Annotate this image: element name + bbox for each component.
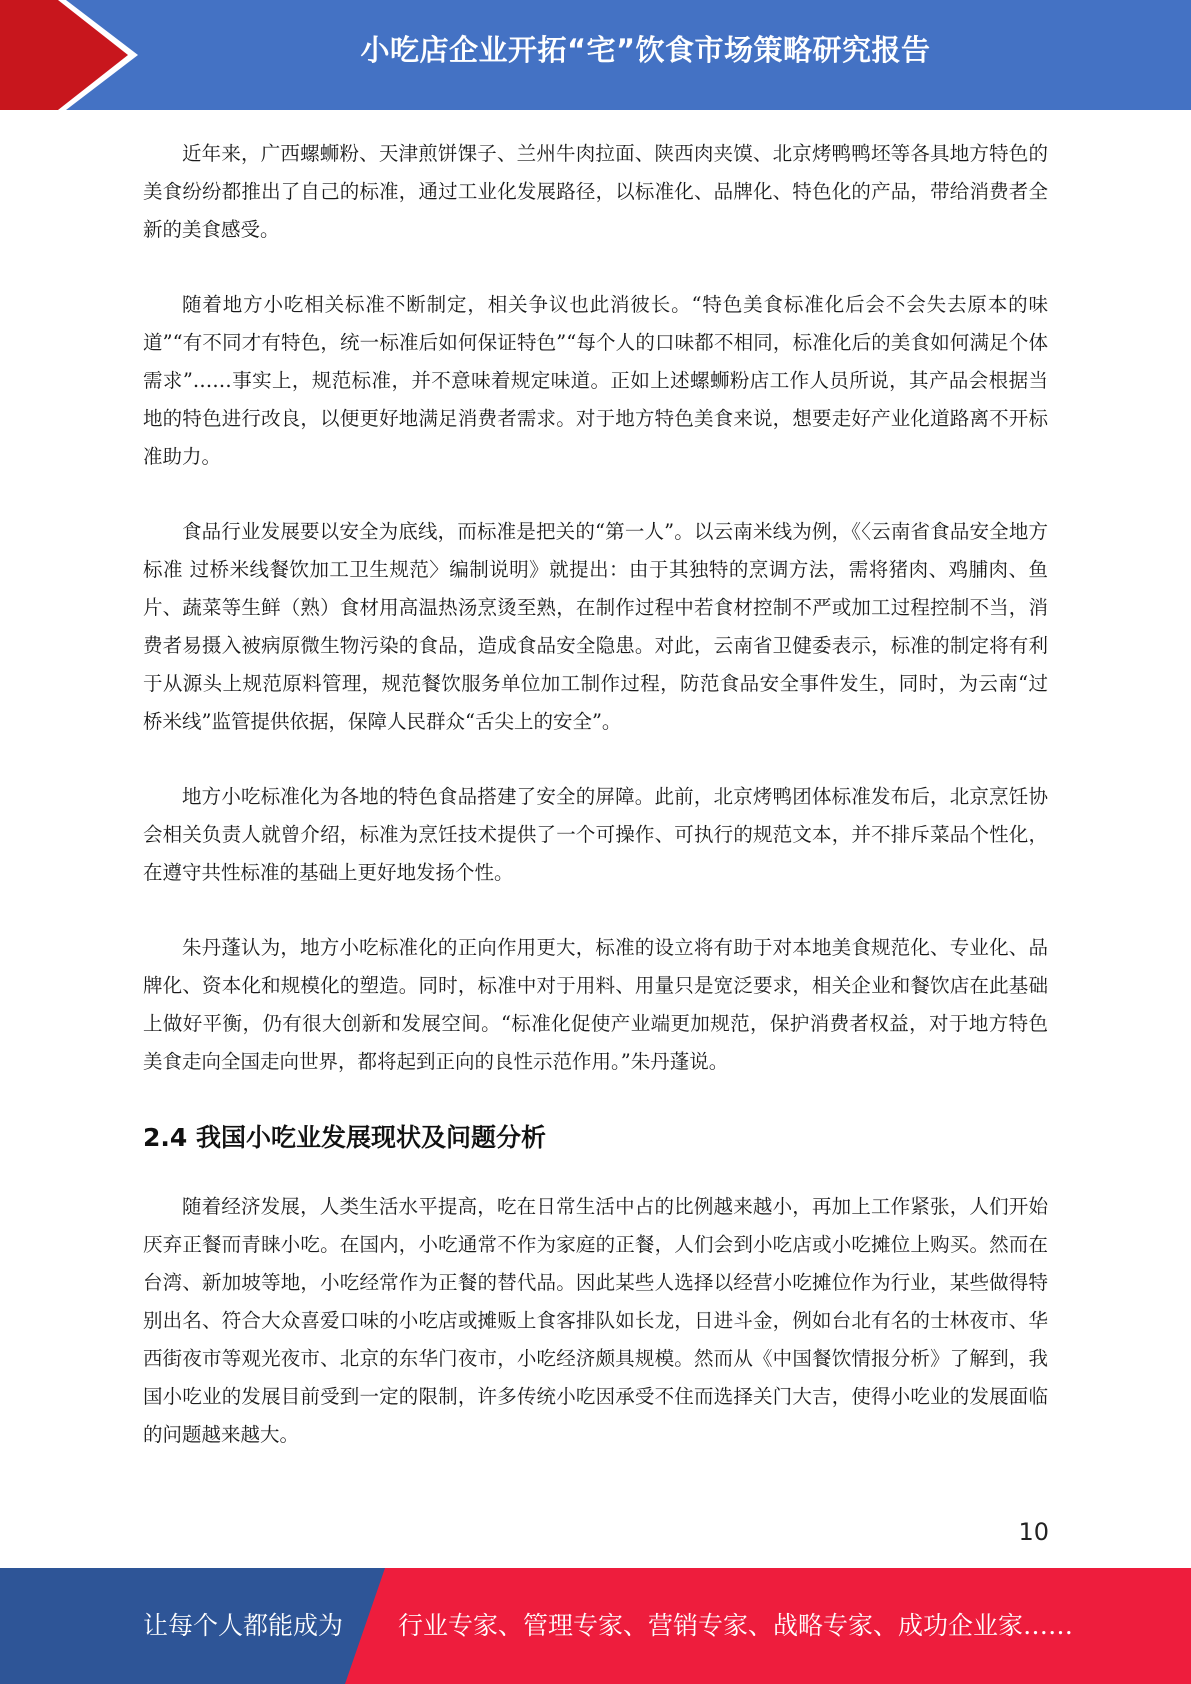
document-body — [143, 135, 1048, 1491]
body-paragraph: 近年来，广西螺蛳粉、天津煎饼馃子、兰州牛肉拉面、陕西肉夹馍、北京烤鸭鸭坯等各具地方特色的美食纷纷都推出了自己的标准，通过工业化发展路径，以标准化、品牌化、特色化的产品，带给消费者全新的美食感受。 — [143, 142, 1048, 241]
header-title: 小吃店企业开拓“宅”饮食市场策略研究报告 — [360, 33, 931, 67]
footer-slogan-left: 让每个人都能成为 — [143, 1611, 344, 1640]
page-number: 10 — [1018, 1518, 1049, 1546]
body-paragraph: 随着地方小吃相关标准不断制定，相关争议也此消彼长。“特色美食标准化后会不会失去原本的味道”“有不同才有特色，统一标准后如何保证特色”“每个人的口味都不相同，标准化后的美食如何满足个体需求”……事实上，规范标准，并不意味着规定味道。正如上述螺蛳粉店工作人员所说，其产品会根据当地的特色进行改良，以便更好地满足消费者需求。对于地方特色美食来说，想要走好产业化道路离不开标准助力。 — [143, 293, 1048, 468]
header-chevron-decoration — [0, 0, 160, 110]
footer-slogan-right: 行业专家、管理专家、营销专家、战略专家、成功企业家…… — [398, 1611, 1074, 1640]
body-paragraph: 食品行业发展要以安全为底线，而标准是把关的“第一人”。以云南米线为例，《〈云南省食品安全地方标准 过桥米线餐饮加工卫生规范〉编制说明》就提出：由于其独特的烹调方法，需将猪肉、鸡脯肉、鱼片、蔬菜等生鲜（熟）食材用高温热汤烹烫至熟，在制作过程中若食材控制不严或加工过程控制不当，消费者易摄入被病原微生物污染的食品，造成食品安全隐患。对此，云南省卫健委表示，标准的制定将有利于从源头上规范原料管理，规范餐饮服务单位加工制作过程，防范食品安全事件发生，同时，为云南“过桥米线”监管提供依据，保障人民群众“舌尖上的安全”。 — [143, 520, 1048, 733]
body-paragraph: 地方小吃标准化为各地的特色食品搭建了安全的屏障。此前，北京烤鸭团体标准发布后，北京烹饪协会相关负责人就曾介绍，标准为烹饪技术提供了一个可操作、可执行的规范文本，并不排斥菜品个性化，在遵守共性标准的基础上更好地发扬个性。 — [143, 785, 1048, 884]
section-heading: 2.4 我国小吃业发展现状及问题分析 — [143, 1123, 546, 1152]
page-header — [0, 0, 1191, 110]
body-paragraph: 朱丹蓬认为，地方小吃标准化的正向作用更大，标准的设立将有助于对本地美食规范化、专业化、品牌化、资本化和规模化的塑造。同时，标准中对于用料、用量只是宽泛要求，相关企业和餐饮店在此基础上做好平衡，仍有很大创新和发展空间。“标准化促使产业端更加规范，保护消费者权益，对于地方特色美食走向全国走向世界，都将起到正向的良性示范作用。”朱丹蓬说。 — [143, 936, 1048, 1073]
page-footer — [0, 1568, 1191, 1684]
body-paragraph: 随着经济发展，人类生活水平提高，吃在日常生活中占的比例越来越小，再加上工作紧张，人们开始厌弃正餐而青睐小吃。在国内，小吃通常不作为家庭的正餐，人们会到小吃店或小吃摊位上购买。然而在台湾、新加坡等地，小吃经常作为正餐的替代品。因此某些人选择以经营小吃摊位作为行业，某些做得特别出名、符合大众喜爱口味的小吃店或摊贩上食客排队如长龙，日进斗金，例如台北有名的士林夜市、华西街夜市等观光夜市、北京的东华门夜市，小吃经济颇具规模。然而从《中国餐饮情报分析》了解到，我国小吃业的发展目前受到一定的限制，许多传统小吃因承受不住而选择关门大吉，使得小吃业的发展面临的问题越来越大。 — [143, 1195, 1048, 1446]
